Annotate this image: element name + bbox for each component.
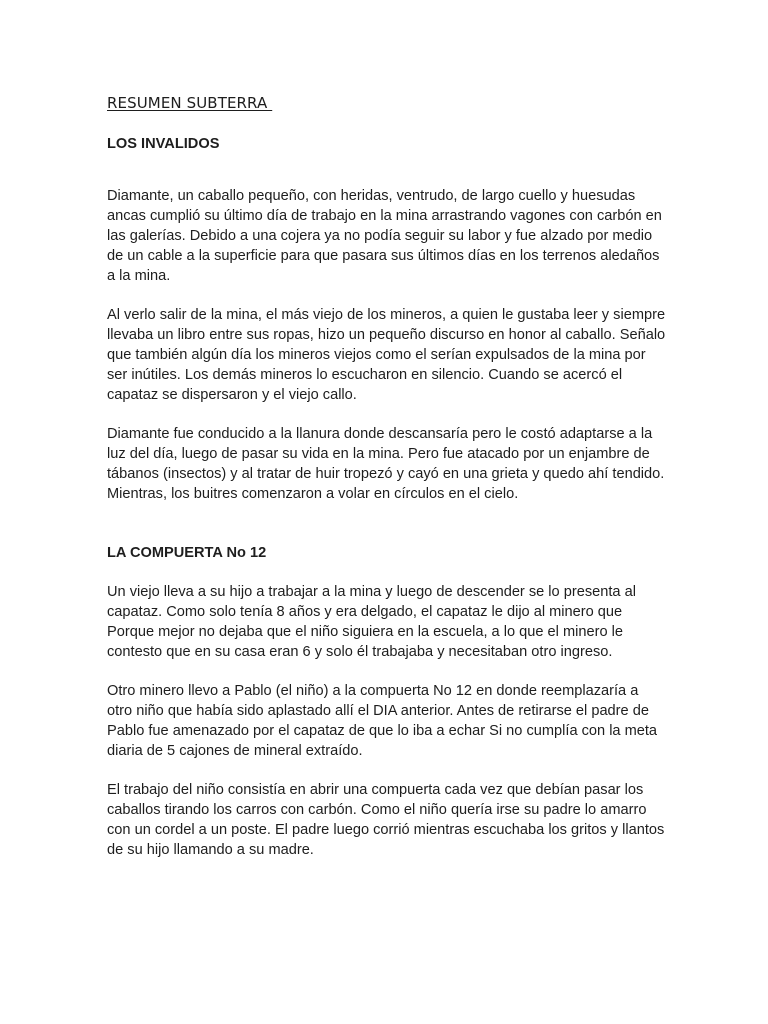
paragraph: Al verlo salir de la mina, el más viejo de los mineros, a quien le gustaba leer y siempre llevaba un libro entre sus ropas, hizo un pequeño discurso en honor al caballo. Señalo que también algún día los mineros viejos como el serían expulsados de la mina por ser inútiles. Los demás mineros lo escucharon en silencio. Cuando se acercó el capataz se dispersaron y el viejo callo. [107, 307, 666, 403]
paragraph: El trabajo del niño consistía en abrir una compuerta cada vez que debían pasar los caballos tirando los carros con carbón. Como el niño quería irse su padre lo amarro con un cordel a un poste. El padre luego corrió mientras escuchaba los gritos y llantos de su hijo llamando a su madre. [107, 782, 665, 858]
paragraph: Un viejo lleva a su hijo a trabajar a la mina y luego de descender se lo presenta al capataz. Como solo tenía 8 años y era delgado, el capataz le dijo al minero que Porque mejor no dejaba que el niño siguiera en la escuela, a lo que el minero le contesto que en su casa eran 6 y solo él trabajaba y necesitaban otro ingreso. [107, 584, 636, 660]
section-heading-los-invalidos: LOS INVALIDOS [107, 136, 220, 152]
paragraph: Otro minero llevo a Pablo (el niño) a la compuerta No 12 en donde reemplazaría a otro niño que había sido aplastado allí el DIA anterior. Antes de retirarse el padre de Pablo fue amenazado por el capataz de que lo iba a echar Si no cumplía con la meta diaria de 5 cajones de mineral extraído. [107, 683, 658, 759]
document-title: RESUMEN SUBTERRA [107, 94, 273, 112]
paragraph: Diamante fue conducido a la llanura donde descansaría pero le costó adaptarse a la luz del día, luego de pasar su vida en la mina. Pero fue atacado por un enjambre de tábanos (insectos) y al tratar de huir tropezó y cayó en una grieta y quedo ahí tendido. Mientras, los buitres comenzaron a volar en círculos en el cielo. [107, 426, 665, 502]
paragraph: Diamante, un caballo pequeño, con heridas, ventrudo, de largo cuello y huesudas ancas cumplió su último día de trabajo en la mina arrastrando vagones con carbón en las galerías. Debido a una cojera ya no podía seguir su labor y fue alzado por medio de un cable a la superficie para que pasara sus últimos días en los terrenos aledaños a la mina. [107, 188, 662, 284]
document-page [107, 92, 667, 860]
section-heading-la-compuerta: LA COMPUERTA No 12 [107, 545, 267, 561]
